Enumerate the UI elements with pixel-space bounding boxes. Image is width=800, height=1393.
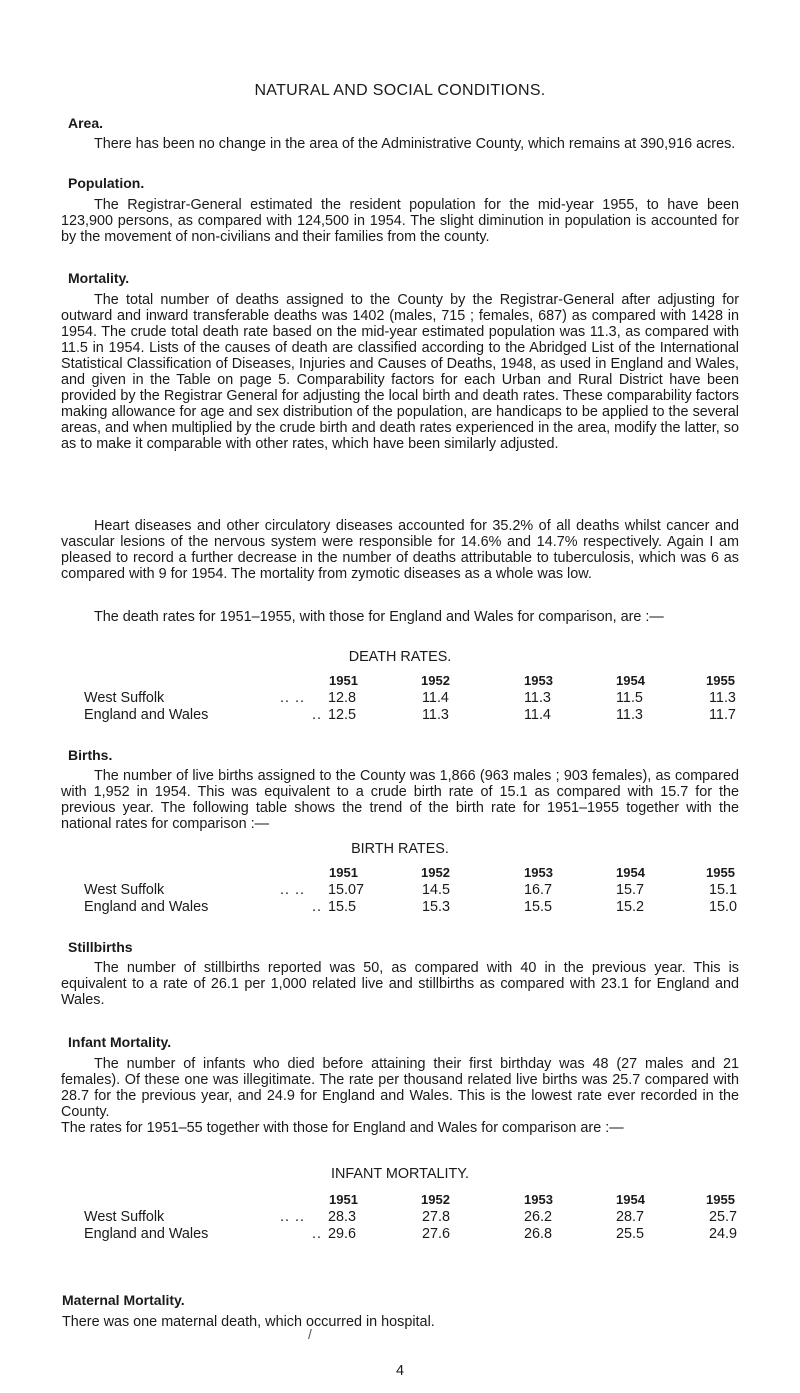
mortality-para-1: The total number of deaths assigned to the County by the Registrar-General after adjusting for outward and inward transferable deaths was 1402 (males, 715 ; females, 687) as compared with 1428 in 1954. The crude total death rate based on the mid-year estimated population was 11.3, as compared with 11.5 in 1954. Lists of the causes of death are classified according to the Abridged List of the International Statistical Classification of Diseases, Injuries and Causes of Deaths, 1948, as used in England and Wales, and given in the Table on page 5. Comparability factors for each Urban and Rural District have been provided by the Registrar General for adjusting the local birth and death rates. These comparability factors making allowance for age and sex distribution of the population, are handicaps to be applied to the several areas, and when multiplied by the crude birth and death rates experienced in the area, modify the latter, so as to make it comparable with other rates, which have been similarly adjusted. <box>61 292 739 452</box>
table-cell: 26.2 <box>524 1209 553 1225</box>
table-cell: 27.8 <box>422 1209 451 1225</box>
births-heading: Births. <box>68 747 113 763</box>
table-cell: 14.5 <box>422 882 451 898</box>
page-title: NATURAL AND SOCIAL CONDITIONS. <box>254 82 546 99</box>
year-header: 1951 <box>329 673 358 688</box>
birth-rates-title: BIRTH RATES. <box>351 841 449 857</box>
table-cell: 15.3 <box>422 899 451 915</box>
table-cell: 11.3 <box>422 707 449 723</box>
population-heading: Population. <box>68 175 145 191</box>
death-rates-title: DEATH RATES. <box>348 649 452 665</box>
mortality-para-3: The death rates for 1951–1955, with those for England and Wales for comparison, are :— <box>94 609 664 625</box>
table-cell: 26.8 <box>524 1226 553 1242</box>
table-cell: 15.07 <box>328 882 365 898</box>
table-cell: 24.9 <box>709 1226 738 1242</box>
row-label: England and Wales <box>84 899 209 915</box>
table-cell: 15.5 <box>328 899 357 915</box>
table-cell: 28.3 <box>328 1209 357 1225</box>
population-text: The Registrar-General estimated the resident population for the mid-year 1955, to have been 123,900 persons, as compared with 124,500 in 1954. The slight diminution in population is accounted for by the movement of non-civilians and their families from the county. <box>61 197 739 245</box>
year-header: 1954 <box>616 1192 645 1207</box>
year-header: 1954 <box>616 865 645 880</box>
year-header: 1951 <box>329 865 358 880</box>
table-cell: 16.7 <box>524 882 553 898</box>
table-cell: 15.5 <box>524 899 553 915</box>
maternal-text: There was one maternal death, which occurred in hospital. <box>62 1314 435 1330</box>
leader-dots: .. .. <box>280 882 305 898</box>
infant-mortality-section <box>61 1056 739 1136</box>
table-cell: 15.0 <box>709 899 738 915</box>
year-header: 1953 <box>524 865 553 880</box>
table-cell: 11.4 <box>524 707 551 723</box>
table-cell: 25.5 <box>616 1226 645 1242</box>
table-cell: 15.7 <box>616 882 645 898</box>
births-section <box>61 768 739 832</box>
row-label: England and Wales <box>84 707 209 723</box>
population-section <box>61 197 739 245</box>
year-header: 1955 <box>706 1192 735 1207</box>
mortality-section-2 <box>61 518 739 582</box>
area-text: There has been no change in the area of the Administrative County, which remains at 390,916 acres. <box>94 136 736 152</box>
stray-mark: / <box>308 1326 312 1342</box>
table-cell: 27.6 <box>422 1226 451 1242</box>
leader-dots: .. <box>312 899 322 915</box>
area-heading: Area. <box>68 115 104 131</box>
table-cell: 25.7 <box>709 1209 738 1225</box>
area-section <box>61 136 739 152</box>
year-header: 1953 <box>524 1192 553 1207</box>
infant-mortality-para-1: The number of infants who died before attaining their first birthday was 48 (27 males and 21 females). Of these one was illegitimate. The rate per thousand related live births was 25.7 compared with 28.7 for the previous year, and 24.9 for England and Wales. This is the lowest rate ever recorded in the County. <box>61 1056 739 1120</box>
mortality-section <box>61 292 739 452</box>
row-label: West Suffolk <box>84 882 165 898</box>
table-cell: 15.2 <box>616 899 645 915</box>
year-header: 1953 <box>524 673 553 688</box>
table-cell: 11.4 <box>422 690 449 706</box>
page-number: 4 <box>395 1363 404 1379</box>
table-cell: 28.7 <box>616 1209 645 1225</box>
table-cell: 11.5 <box>616 690 643 706</box>
leader-dots: .. <box>312 707 322 723</box>
row-label: West Suffolk <box>84 1209 165 1225</box>
year-header: 1955 <box>706 673 735 688</box>
year-header: 1952 <box>421 865 450 880</box>
mortality-para-2: Heart diseases and other circulatory diseases accounted for 35.2% of all deaths whilst cancer and vascular lesions of the nervous system were responsible for 14.6% and 14.7% respectively. Again I am pleased to record a further decrease in the number of deaths attributable to tuberculosis, which was 6 as compared with 9 for 1954. The mortality from zymotic diseases as a whole was low. <box>61 518 739 582</box>
infant-mortality-para-2: The rates for 1951–55 together with those for England and Wales for comparison are :— <box>61 1120 624 1136</box>
year-header: 1951 <box>329 1192 358 1207</box>
table-cell: 15.1 <box>709 882 738 898</box>
infant-rates-title: INFANT MORTALITY. <box>330 1166 470 1182</box>
table-cell: 11.7 <box>709 707 736 723</box>
table-cell: 12.8 <box>328 690 357 706</box>
mortality-heading: Mortality. <box>68 270 130 286</box>
year-header: 1952 <box>421 673 450 688</box>
infant-mortality-heading: Infant Mortality. <box>68 1034 172 1050</box>
year-header: 1952 <box>421 1192 450 1207</box>
table-cell: 12.5 <box>328 707 357 723</box>
year-header: 1954 <box>616 673 645 688</box>
table-cell: 11.3 <box>709 690 736 706</box>
stillbirths-section <box>61 960 739 1008</box>
table-cell: 11.3 <box>524 690 551 706</box>
table-cell: 29.6 <box>328 1226 357 1242</box>
row-label: West Suffolk <box>84 690 165 706</box>
births-text: The number of live births assigned to the County was 1,866 (963 males ; 903 females), as compared with 1,952 in 1954. This was equivalent to a crude birth rate of 15.1 as compared with 15.7 for the previous year. The following table shows the trend of the birth rate for 1951–1955 together with the national rates for comparison :— <box>61 768 739 832</box>
maternal-heading: Maternal Mortality. <box>62 1292 185 1308</box>
leader-dots: .. .. <box>280 1209 305 1225</box>
stillbirths-text: The number of stillbirths reported was 50, as compared with 40 in the previous year. This is equivalent to a rate of 26.1 per 1,000 related live and stillbirths as compared with 23.1 for England and Wales. <box>61 960 739 1008</box>
mortality-section-3 <box>61 609 739 625</box>
leader-dots: .. <box>312 1226 322 1242</box>
year-header: 1955 <box>706 865 735 880</box>
table-cell: 11.3 <box>616 707 643 723</box>
row-label: England and Wales <box>84 1226 209 1242</box>
leader-dots: .. .. <box>280 690 305 706</box>
stillbirths-heading: Stillbirths <box>68 939 133 955</box>
